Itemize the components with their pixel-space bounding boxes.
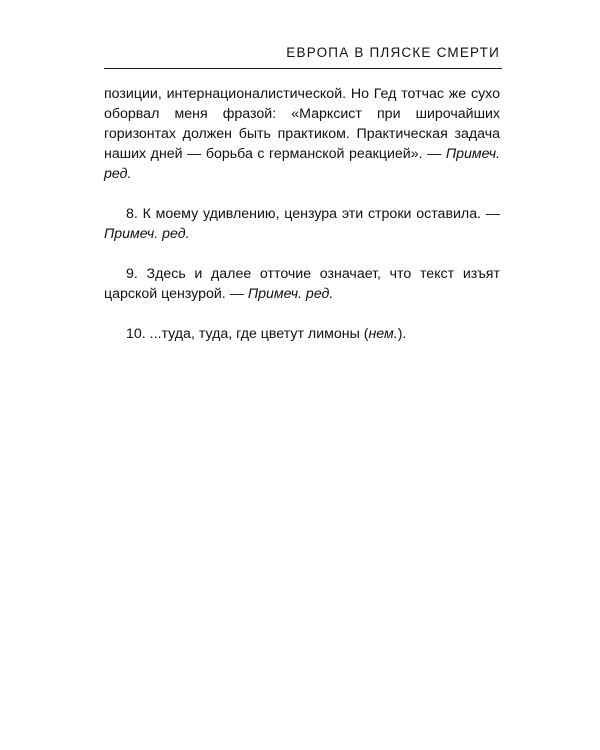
footnotes-section xyxy=(104,84,500,364)
footnote-closing-punctuation: ). xyxy=(397,326,407,342)
footnote-text: позиции, интернационалистической. Но Гед тотчас же сухо оборвал меня фразой: «Марксист при широчайших горизонтах должен быть практиком. Практическая задача наших дней — борьба с германской реакцией». — xyxy=(104,86,500,162)
footnote-text: 9. Здесь и далее отточие означает, что текст изъят царской цензурой. — xyxy=(104,266,500,302)
footnote-9 xyxy=(104,264,500,304)
footnote-text: 8. К моему удивлению, цензура эти строки оставила. — xyxy=(126,206,500,222)
footnote-text: 10. ...туда, туда, где цветут лимоны ( xyxy=(126,326,369,342)
footnote-8 xyxy=(104,204,500,244)
footnote-editor-mark: Примеч. ред. xyxy=(104,226,190,242)
running-title: ЕВРОПА В ПЛЯСКЕ СМЕРТИ xyxy=(286,45,500,60)
footnote-editor-mark: Примеч. ред. xyxy=(104,146,500,182)
footnote-editor-mark: Примеч. ред. xyxy=(247,286,334,302)
footnote-continuation xyxy=(104,84,500,184)
running-header xyxy=(104,44,502,69)
footnote-10 xyxy=(104,324,500,344)
footnote-language-mark: нем. xyxy=(368,326,398,342)
